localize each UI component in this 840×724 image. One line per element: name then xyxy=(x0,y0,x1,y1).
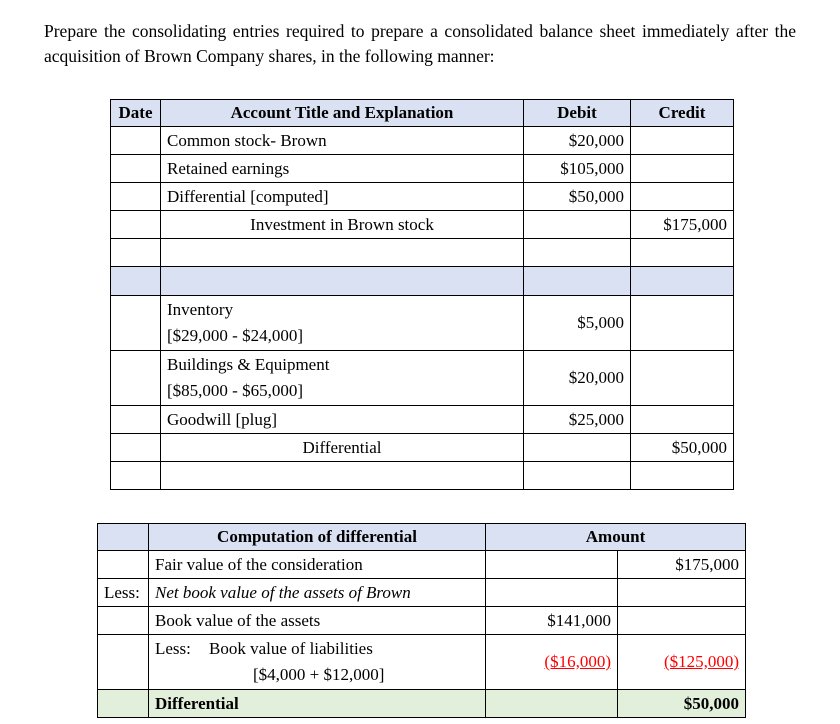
date-cell xyxy=(111,406,161,434)
debit-cell: $50,000 xyxy=(524,183,631,211)
table-row xyxy=(111,406,734,434)
account-cell: Differential [computed] xyxy=(161,183,524,211)
account-cell-credit-entry: Investment in Brown stock xyxy=(161,211,524,239)
empty-row xyxy=(111,239,734,267)
date-cell xyxy=(111,351,161,406)
separator-row xyxy=(111,267,734,296)
debit-cell: $25,000 xyxy=(524,406,631,434)
label-cell: Differential xyxy=(149,690,486,718)
credit-cell xyxy=(631,183,734,211)
journal-header-account: Account Title and Explanation xyxy=(161,100,524,127)
credit-cell xyxy=(631,267,734,296)
account-line-1: Buildings & Equipment xyxy=(167,355,330,374)
table-row xyxy=(98,635,746,690)
date-cell xyxy=(111,462,161,490)
debit-cell xyxy=(524,211,631,239)
credit-cell: $175,000 xyxy=(618,551,746,579)
prefix-cell xyxy=(98,524,149,551)
debit-cell: $5,000 xyxy=(524,296,631,351)
label-cell: Net book value of the assets of Brown xyxy=(149,579,486,607)
table-row xyxy=(98,551,746,579)
prefix-cell xyxy=(98,635,149,690)
table-row xyxy=(111,183,734,211)
table-row xyxy=(98,607,746,635)
table-row xyxy=(98,579,746,607)
journal-entries-table xyxy=(110,99,734,490)
debit-cell xyxy=(524,267,631,296)
credit-cell xyxy=(631,406,734,434)
empty-row xyxy=(111,462,734,490)
date-cell xyxy=(111,434,161,462)
journal-header-credit: Credit xyxy=(631,100,734,127)
amount-header: Amount xyxy=(486,524,746,551)
prefix-cell xyxy=(98,690,149,718)
table-row xyxy=(111,127,734,155)
table-row xyxy=(111,211,734,239)
account-cell xyxy=(161,462,524,490)
journal-header-date: Date xyxy=(111,100,161,127)
label-cell: Book value of the assets xyxy=(149,607,486,635)
credit-cell xyxy=(631,351,734,406)
debit-cell: $20,000 xyxy=(524,127,631,155)
debit-cell xyxy=(524,462,631,490)
prefix-cell: Less: xyxy=(98,579,149,607)
date-cell xyxy=(111,296,161,351)
debit-cell xyxy=(524,434,631,462)
prefix-cell xyxy=(98,551,149,579)
account-cell-credit-entry: Differential xyxy=(161,434,524,462)
credit-cell xyxy=(631,127,734,155)
credit-cell xyxy=(631,462,734,490)
date-cell xyxy=(111,127,161,155)
debit-cell: $20,000 xyxy=(524,351,631,406)
computation-title: Computation of differential xyxy=(149,524,486,551)
credit-cell xyxy=(618,579,746,607)
less-label: Less: xyxy=(155,639,191,658)
credit-cell: $175,000 xyxy=(631,211,734,239)
account-cell xyxy=(161,267,524,296)
account-line-2: [$85,000 - $65,000] xyxy=(167,381,303,400)
date-cell xyxy=(111,267,161,296)
table-row xyxy=(111,155,734,183)
liabilities-label: Book value of liabilities xyxy=(209,639,373,658)
debit-cell-negative: ($16,000) xyxy=(486,635,618,690)
credit-cell xyxy=(631,155,734,183)
credit-cell-negative: ($125,000) xyxy=(618,635,746,690)
account-cell: Common stock- Brown xyxy=(161,127,524,155)
prefix-cell xyxy=(98,607,149,635)
debit-cell xyxy=(486,690,618,718)
label-cell xyxy=(149,635,486,690)
table-row xyxy=(111,296,734,351)
journal-header-row xyxy=(111,100,734,127)
account-cell: Goodwill [plug] xyxy=(161,406,524,434)
account-cell xyxy=(161,296,524,351)
date-cell xyxy=(111,239,161,267)
debit-cell xyxy=(486,551,618,579)
label-line-2: [$4,000 + $12,000] xyxy=(253,665,385,684)
date-cell xyxy=(111,211,161,239)
document-page xyxy=(0,19,840,718)
account-line-1: Inventory xyxy=(167,300,234,319)
credit-cell: $50,000 xyxy=(631,434,734,462)
credit-cell xyxy=(631,296,734,351)
account-cell xyxy=(161,239,524,267)
debit-cell xyxy=(524,239,631,267)
table-row xyxy=(111,434,734,462)
credit-cell xyxy=(631,239,734,267)
label-line-1 xyxy=(155,636,479,662)
account-cell: Retained earnings xyxy=(161,155,524,183)
debit-cell: $141,000 xyxy=(486,607,618,635)
computation-header-row xyxy=(98,524,746,551)
table-row xyxy=(111,351,734,406)
journal-header-debit: Debit xyxy=(524,100,631,127)
account-cell xyxy=(161,351,524,406)
date-cell xyxy=(111,155,161,183)
credit-cell: $50,000 xyxy=(618,690,746,718)
computation-table xyxy=(97,523,746,718)
credit-cell xyxy=(618,607,746,635)
account-line-2: [$29,000 - $24,000] xyxy=(167,326,303,345)
debit-cell: $105,000 xyxy=(524,155,631,183)
intro-paragraph: Prepare the consolidating entries required to prepare a consolidated balance sheet immediately after the acquisition of Brown Company shares, in the following manner: xyxy=(44,21,796,66)
total-row xyxy=(98,690,746,718)
debit-cell xyxy=(486,579,618,607)
date-cell xyxy=(111,183,161,211)
label-cell: Fair value of the consideration xyxy=(149,551,486,579)
